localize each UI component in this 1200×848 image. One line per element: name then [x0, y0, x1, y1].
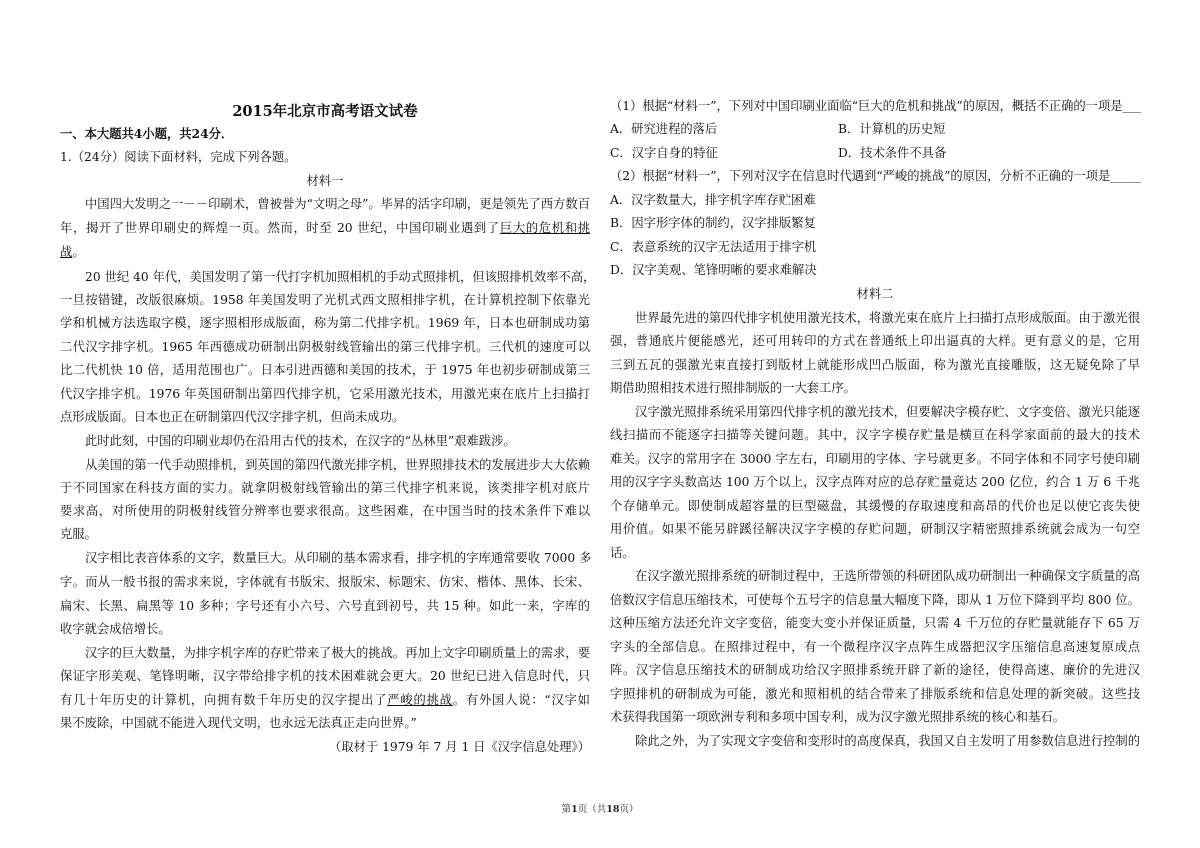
m2-p2-l7: 话。 — [610, 546, 635, 560]
question-intro: 1.（24分）阅读下面材料，完成下列各题。 — [60, 150, 297, 164]
m2-p2-l1: 汉字激光照排系统采用第四代排字机的激光技术，但要解决字模存贮、文字变倍、激光只能逐 — [635, 405, 1140, 419]
m1-p5-l3: 扁宋、长黑、扁黑等 10 多种；字号还有小六号、六号直到初号，共 15 种。如此一来，字库的 — [60, 599, 590, 613]
m2-p1-l2: 强，普通底片便能感光，还可用转印的方式在普通纸上印出逼真的大样。更有意义的是，它用 — [610, 334, 1140, 348]
subq1-stem: （1）根据“材料一”，下列对中国印刷业面临“巨大的危机和挑战”的原因，概括不正确的一项是___ — [610, 99, 1141, 113]
material-two-heading: 材料二 — [856, 287, 894, 301]
m1-p1-l3 — [60, 243, 85, 261]
section-header: 一、本大题共4小题，共24分． — [60, 126, 234, 141]
subq1-option-d: D．技术条件不具备 — [838, 146, 947, 160]
page-footer — [0, 801, 1200, 815]
m1-p2-l5: 比二代机快 10 倍，适用范围也广。日本引进西德和美国的技术，于 1975 年也初步研制成第三 — [60, 363, 590, 377]
m1-p6-l3-a: 有几十年历史的计算机，向拥有数千年历史的汉字提出了 — [60, 693, 388, 707]
m1-p1-l2-text: 年，揭开了世界印刷史的辉煌一页。然而，时至 20 世纪，中国印刷业遇到了 — [60, 221, 500, 235]
m1-p1-l1: 中国四大发明之一－－印刷术，曾被誉为“文明之母”。毕昇的活字印刷，更是领先了西方数百 — [85, 197, 590, 211]
m1-p2-l7: 点形成版面。日本也正在研制第四代汉字排字机，但尚未成功。 — [60, 410, 405, 424]
m1-p2-l2: 一旦按错键，改版很麻烦。1958 年美国发明了光机式西文照相排字机，在计算机控制下依靠光 — [60, 293, 590, 307]
m1-p4-l2: 于不同国家在科技方面的实力。就拿阴极射线管输出的第三代排字机来说，该类排字机对底片 — [60, 481, 590, 495]
m1-p3-l1: 此时此刻，中国的印刷业却仍在沿用古代的技术，在汉字的“丛林里”艰难跋涉。 — [85, 434, 516, 448]
m2-p1-l4: 期借助照相技术进行照排制版的一大套工序。 — [610, 381, 856, 395]
m1-p6-l3 — [60, 691, 590, 709]
underline-crisis-a: 巨大的危机和挑 — [499, 221, 590, 235]
subq2-option-b: B．因字形字体的制约，汉字排版繁复 — [610, 216, 816, 230]
footer-middle: 页（共 — [577, 804, 607, 815]
m2-p3-l7: 术获得我国第一项欧洲专利和多项中国专利，成为汉字激光照排系统的核心和基石。 — [610, 710, 1065, 724]
m1-p5-l4: 收字就会成倍增长。 — [60, 622, 171, 636]
m2-p2-l4: 用的汉字字头数高达 100 万个以上，汉字点阵对应的总存贮量竟达 200 亿位，约合 1 万 6 千兆 — [610, 475, 1140, 489]
m2-p4-l1: 除此之外，为了实现文字变倍和变形时的高度保真，我国又自主发明了用参数信息进行控制的 — [635, 734, 1140, 748]
underline-challenge: 严峻的挑战 — [387, 693, 453, 707]
underline-crisis-b: 战 — [60, 245, 73, 259]
source-citation: （取材于 1979 年 7 月 1 日《汉字信息处理》） — [329, 740, 590, 754]
m1-p2-l3: 学和机械方法选取字模，逐字照相形成版面，称为第二代排字机。1969 年，日本也研制成功第 — [60, 316, 590, 330]
m2-p2-l3: 难关。汉字的常用字在 3000 字左右，印刷用的字体、字号就更多。不同字体和不同字号使印刷 — [610, 452, 1140, 466]
m2-p1-l3: 三到五瓦的强激光束直接打到版材上就能形成凹凸版面，称为激光直接雕版，这无疑免除了早 — [610, 358, 1140, 372]
m2-p3-l6: 字照排机的研制成为可能，激光和照相机的结合带来了排版系统和信息处理的新突破。这些技 — [610, 687, 1140, 701]
m2-p3-l1: 在汉字激光照排系统的研制过程中，王选所带领的科研团队成功研制出一种确保文字质量的高 — [635, 569, 1140, 583]
subq2-option-d: D．汉字美观、笔锋明晰的要求难解决 — [610, 263, 817, 277]
subq2-stem: （2）根据“材料一”，下列对汉字在信息时代遇到“严峻的挑战”的原因，分析不正确的一项是_____ — [610, 169, 1141, 183]
subq2-option-c: C．表意系统的汉字无法适用于排字机 — [610, 240, 817, 254]
m1-p5-l2: 字。而从一般书报的需求来说，字体就有书版宋、报版宋、标题宋、仿宋、楷体、黑体、长宋、 — [60, 575, 590, 589]
m1-p2-l6: 代汉字排字机。1976 年英国研制出第四代排字机，它采用激光技术，用激光束在底片上扫描打 — [60, 387, 590, 401]
m1-p6-l1: 汉字的巨大数量，为排字机字库的存贮带来了极大的挑战。再加上文字印刷质量上的需求，要 — [85, 646, 590, 660]
m1-p2-l1: 20 世纪 40 年代，美国发明了第一代打字机加照相机的手动式照排机，但该照排机效率不高， — [85, 270, 596, 284]
m1-p5-l1: 汉字相比表音体系的文字，数量巨大。从印刷的基本需求看，排字机的字库通常要收 7000 多 — [85, 551, 592, 565]
subq1-option-a: A．研究进程的落后 — [610, 122, 718, 136]
page-title: 2015年北京市高考语文试卷 — [232, 103, 418, 120]
m2-p2-l6: 用价值。如果不能另辟蹊径解决汉字字模的存贮问题，研制汉字精密照排系统就会成为一句空 — [610, 522, 1140, 536]
subq1-option-b: B．计算机的历史短 — [838, 122, 946, 136]
m2-p3-l2: 倍数汉字信息压缩技术，可使每个五号字的信息量大幅度下降，即从 1 万位下降到平均 800 位。 — [610, 593, 1140, 607]
subq1-option-c: C．汉字自身的特征 — [610, 146, 718, 160]
subq2-option-a: A．汉字数量大，排字机字库存贮困难 — [610, 193, 816, 207]
m2-p2-l2: 线扫描而不能逐字扫描等关键问题。其中，汉字字模存贮量是横亘在科学家面前的最大的技术 — [610, 428, 1140, 442]
m1-p4-l3: 要求高，对所使用的阴极射线管分辨率也要求很高。这些困难，在中国当时的技术条件下难以 — [60, 504, 590, 518]
m1-p4-l4: 克服。 — [60, 527, 97, 541]
footer-prefix: 第 — [561, 804, 572, 815]
m2-p3-l4: 字头的全部信息。在照排过程中，有一个微程序汉字点阵生成器把汉字压缩信息高速复原成点 — [610, 640, 1140, 654]
m2-p3-l5: 阵。汉字信息压缩技术的研制成功给汉字照排系统开辟了新的途径，使得高速、廉价的先进汉 — [610, 663, 1140, 677]
m1-p6-l2: 保证字形美观、笔锋明晰，汉字带给排字机的技术困难就会更大。20 世纪已进入信息时代，只 — [60, 669, 590, 683]
m2-p2-l5: 个存储单元。即使制成超容量的巨型磁盘，其缓慢的存取速度和高昂的代价也足以使它丧失使 — [610, 499, 1140, 513]
footer-total-pages: 18 — [606, 804, 620, 815]
m1-p1-l3-tail: 。 — [72, 245, 85, 259]
footer-suffix: 页） — [619, 804, 639, 815]
m2-p3-l3: 这种压缩方法还允许文字变倍，能变大变小并保证质量，只需 4 千万位的存贮量就能存下 65 万 — [610, 616, 1140, 630]
m1-p6-l3-b: 。有外国人说：“汉字如 — [452, 693, 590, 707]
m1-p2-l4: 二代汉字排字机。1965 年西德成功研制出阴极射线管输出的第三代排字机。三代机的速度可以 — [60, 340, 590, 354]
m1-p1-l2 — [60, 219, 590, 237]
m1-p6-l4: 果不废除，中国就不能进入现代文明，也永远无法真正走向世界。” — [60, 716, 417, 730]
m2-p1-l1: 世界最先进的第四代排字机使用激光技术，将激光束在底片上扫描打点形成版面。由于激光很 — [635, 311, 1140, 325]
m1-p4-l1: 从美国的第一代手动照排机，到英国的第四代激光排字机，世界照排技术的发展进步大大依赖 — [85, 458, 590, 472]
material-one-heading: 材料一 — [306, 174, 344, 188]
footer-page-number: 1 — [571, 804, 578, 815]
